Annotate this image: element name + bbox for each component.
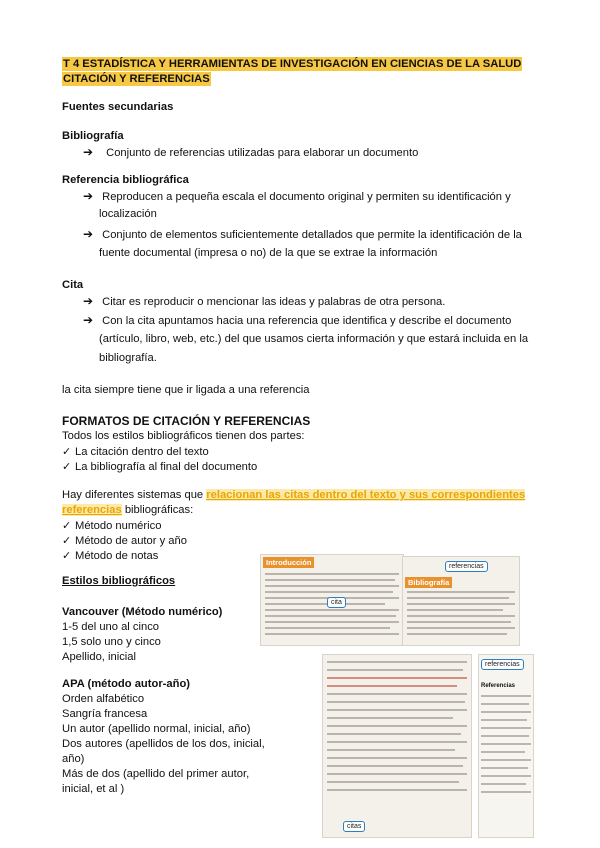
bullet-referencia-1-cont: localización [99, 208, 157, 220]
text-line [407, 615, 515, 617]
systems-line: Hay diferentes sistemas que relacionan las citas dentro del texto y sus correspondientes [62, 489, 526, 501]
heading-cita: Cita [62, 279, 84, 291]
heading-vancouver: Vancouver (Método numérico) [62, 606, 223, 618]
text-line [481, 791, 531, 793]
text-line [481, 727, 531, 729]
text-line [407, 627, 515, 629]
text-line [481, 743, 531, 745]
bullet-cita-2: ➔ Con la cita apuntamos hacia una referencia que identifica y describe el documento [83, 313, 512, 327]
text-line [327, 789, 467, 791]
apa-line-2: Sangría francesa [62, 708, 148, 720]
check-icon: ✓ [62, 446, 72, 458]
cita-callout: cita [327, 597, 346, 608]
arrow-icon: ➔ [83, 294, 94, 308]
text-line [265, 615, 396, 617]
text-line [327, 773, 467, 775]
page-subtitle: CITACIÓN Y REFERENCIAS [63, 73, 210, 85]
referencias-callout: referencias [481, 659, 524, 670]
method-2: ✓ Método de autor y año [62, 535, 187, 547]
referencias-callout: referencias [445, 561, 488, 572]
arrow-icon: ➔ [83, 313, 94, 327]
apa-line-5-cont: inicial, et al ) [62, 783, 125, 795]
heading-formatos: FORMATOS DE CITACIÓN Y REFERENCIAS [62, 414, 311, 428]
check-icon: ✓ [62, 461, 72, 473]
apa-line-1: Orden alfabético [62, 693, 145, 705]
text-line [327, 725, 467, 727]
formatos-part-1: ✓ La citación dentro del texto [62, 446, 209, 458]
formatos-intro: Todos los estilos bibliográficos tienen dos partes: [62, 430, 305, 442]
intro-tag: Introducción [263, 557, 314, 568]
text-line [327, 669, 463, 671]
apa-line-5: Más de dos (apellido del primer autor, [62, 768, 250, 780]
text-line [327, 757, 467, 759]
text-line [265, 633, 399, 635]
apa-biblio-image [478, 654, 534, 838]
text-line [481, 695, 531, 697]
text-line [327, 733, 461, 735]
text-line [265, 573, 399, 575]
systems-link[interactable]: relacionan las citas dentro del texto y sus correspondientes [206, 489, 526, 501]
arrow-icon: ➔ [83, 145, 94, 159]
apa-article-image [322, 654, 472, 838]
heading-bibliografia: Bibliografía [62, 130, 124, 142]
apa-line-3: Un autor (apellido normal, inicial, año) [62, 723, 251, 735]
arrow-icon: ➔ [83, 227, 94, 241]
text-line [481, 735, 529, 737]
check-icon: ✓ [62, 550, 72, 562]
ref-heading: Referencias [481, 683, 516, 689]
formatos-part-2: ✓ La bibliografía al final del documento [62, 461, 258, 473]
bullet-referencia-2-cont: fuente documental (impresa o no) de la que se extrae la información [99, 247, 438, 259]
heading-referencia: Referencia bibliográfica [62, 174, 189, 186]
text-line [327, 781, 459, 783]
text-line [327, 741, 467, 743]
vancouver-biblio-image [402, 556, 520, 646]
text-line [407, 621, 511, 623]
highlighted-text-line [327, 677, 467, 679]
method-3: ✓ Método de notas [62, 550, 159, 562]
text-line [265, 621, 399, 623]
heading-estilos: Estilos bibliográficos [62, 575, 176, 587]
heading-apa: APA (método autor-año) [62, 678, 191, 690]
biblio-tag: Bibliografía [405, 577, 452, 588]
check-icon: ✓ [62, 520, 72, 532]
text-line [481, 703, 529, 705]
check-icon: ✓ [62, 535, 72, 547]
text-line [327, 701, 465, 703]
apa-line-4-cont: año) [62, 753, 85, 765]
systems-link-cont[interactable]: referencias [62, 504, 122, 516]
text-line [407, 603, 515, 605]
text-line [481, 719, 527, 721]
citas-callout: citas [343, 821, 365, 832]
text-line [407, 591, 515, 593]
text-line [481, 775, 531, 777]
text-line [407, 633, 507, 635]
text-line [327, 749, 455, 751]
apa-line-4: Dos autores (apellidos de los dos, inicial, [62, 738, 265, 750]
bullet-referencia-1: ➔ Reproducen a pequeña escala el documento original y permiten su identificación y [83, 189, 511, 203]
text-line [407, 597, 509, 599]
arrow-icon: ➔ [83, 189, 94, 203]
text-line [327, 765, 463, 767]
systems-line-2: referencias bibliográficas: [62, 504, 194, 516]
highlighted-text-line [327, 685, 457, 687]
text-line [265, 609, 399, 611]
text-line [481, 783, 526, 785]
bullet-referencia-2: ➔ Conjunto de elementos suficientemente detallados que permite la identificación de la [83, 227, 522, 241]
vancouver-line-1: 1-5 del uno al cinco [62, 621, 160, 633]
bullet-cita-2-cont: (artículo, libro, web, etc.) del que usamos cierta información y que estará incluida en la [99, 333, 529, 345]
text-line [265, 585, 399, 587]
text-line [327, 709, 467, 711]
vancouver-line-2: 1,5 solo uno y cinco [62, 636, 161, 648]
text-line [481, 751, 525, 753]
text-line [481, 711, 531, 713]
text-line [265, 579, 395, 581]
text-line [407, 609, 503, 611]
text-line [265, 591, 393, 593]
text-line [327, 693, 467, 695]
page-title: T 4 ESTADÍSTICA Y HERRAMIENTAS DE INVESTIGACIÓN EN CIENCIAS DE LA SALUD [63, 58, 522, 70]
text-line [265, 627, 390, 629]
text-line [265, 603, 385, 605]
vancouver-line-3: Apellido, inicial [62, 651, 137, 663]
bullet-bibliografia: ➔ Conjunto de referencias utilizadas para elaborar un documento [83, 145, 419, 159]
text-line [481, 767, 528, 769]
text-line [327, 661, 467, 663]
bullet-cita-2-cont2: bibliografía. [99, 352, 157, 364]
cita-note: la cita siempre tiene que ir ligada a una referencia [62, 384, 310, 396]
method-1: ✓ Método numérico [62, 520, 162, 532]
section-fuentes: Fuentes secundarias [62, 101, 174, 113]
bullet-cita-1: ➔ Citar es reproducir o mencionar las ideas y palabras de otra persona. [83, 294, 446, 308]
text-line [327, 717, 453, 719]
vancouver-article-image [260, 554, 404, 646]
text-line [481, 759, 531, 761]
